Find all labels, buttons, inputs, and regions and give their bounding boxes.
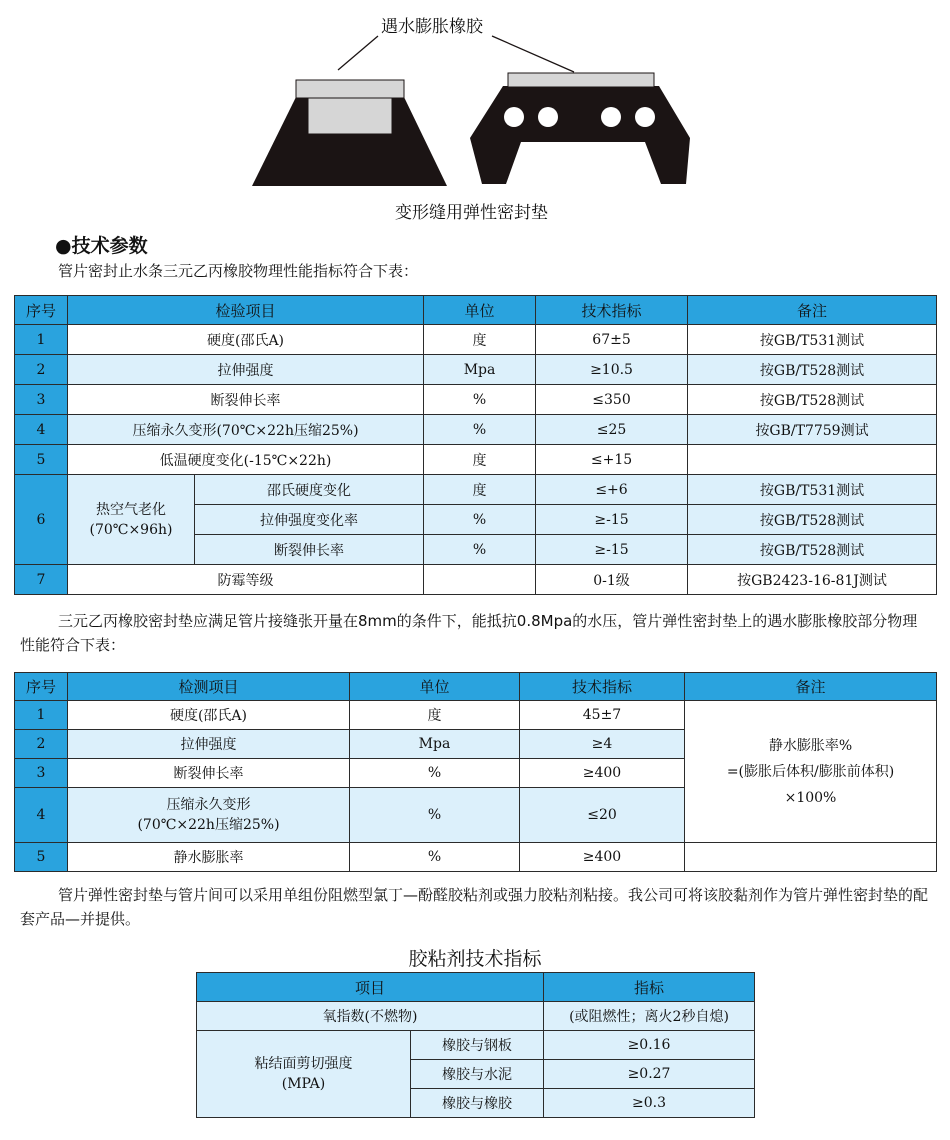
header-item: 项目 [197, 973, 544, 1002]
row-item: 低温硬度变化(-15℃×22h) [68, 445, 424, 475]
table-header-row [197, 973, 755, 1002]
right-swelling-strip [508, 73, 654, 87]
row-unit [424, 565, 536, 595]
row-item: 氧指数(不燃物) [197, 1002, 544, 1031]
table-header-row [15, 673, 937, 701]
hole [504, 107, 524, 127]
row-sub: 橡胶与水泥 [411, 1060, 544, 1089]
header-spec: 技术指标 [520, 673, 685, 701]
row-note: 按GB/T528测试 [688, 505, 937, 535]
header-spec: 技术指标 [536, 296, 688, 325]
left-swelling-strip [296, 80, 404, 98]
row-note: 按GB/T7759测试 [688, 415, 937, 445]
adhesive-table-title: 胶粘剂技术指标 [408, 948, 542, 970]
table-header-row [15, 296, 937, 325]
note-cell [685, 701, 937, 843]
row-no: 4 [15, 788, 68, 843]
hole [588, 145, 608, 165]
group-label-line2: (70℃×96h) [89, 521, 173, 538]
row-unit: 度 [424, 445, 536, 475]
figure-bottom-label: 变形缝用弹性密封垫 [395, 203, 548, 223]
hole [553, 145, 573, 165]
row-note: 按GB/T528测试 [688, 385, 937, 415]
swelling-rubber-table [14, 672, 937, 872]
row-unit: 度 [350, 701, 520, 730]
section-title: 技术参数 [71, 235, 148, 257]
row-spec: ≤+15 [536, 445, 688, 475]
table-row [15, 843, 937, 872]
row-unit: Mpa [424, 355, 536, 385]
table-row [15, 445, 937, 475]
row-item-line1: 压缩永久变形 [166, 797, 251, 813]
row-item-line2: (70℃×22h压缩25%) [137, 817, 280, 833]
header-item: 检测项目 [68, 673, 350, 701]
header-unit: 单位 [350, 673, 520, 701]
table-row [15, 475, 937, 505]
row-item: 压缩永久变形(70℃×22h压缩25%) [68, 415, 424, 445]
row-item: 断裂伸长率 [68, 759, 350, 788]
row-no: 1 [15, 325, 68, 355]
row-no: 2 [15, 355, 68, 385]
row-spec: ≥0.16 [544, 1031, 755, 1060]
seal-diagram [0, 0, 950, 190]
row-spec: ≥10.5 [536, 355, 688, 385]
row-note: 按GB/T528测试 [688, 535, 937, 565]
hole [635, 107, 655, 127]
row-note: 按GB/T531测试 [688, 325, 937, 355]
row-spec: 67±5 [536, 325, 688, 355]
row-note [688, 445, 937, 475]
epdm-properties-table [14, 295, 937, 595]
row-no: 3 [15, 759, 68, 788]
paragraph-3: 管片弹性密封垫与管片间可以采用单组份阻燃型氯丁—酚醛胶粘剂或强力胶粘剂粘接。我公司可将该胶黏剂作为管片弹性密封垫的配套产品—并提供。 [20, 886, 929, 928]
row-note: 按GB/T528测试 [688, 355, 937, 385]
group-label-line1: 粘结面剪切强度 [254, 1056, 353, 1072]
row-item: 断裂伸长率 [195, 535, 424, 565]
row-spec: ≥4 [520, 730, 685, 759]
row-item: 断裂伸长率 [68, 385, 424, 415]
row-unit: % [350, 843, 520, 872]
header-item: 检验项目 [68, 296, 424, 325]
row-no: 5 [15, 445, 68, 475]
row-note: 按GB/T531测试 [688, 475, 937, 505]
table-row [15, 565, 937, 595]
table-row [197, 1031, 755, 1060]
group-label-line2: (MPA) [281, 1076, 326, 1092]
right-seal-profile [470, 86, 690, 184]
paragraph-2: 三元乙丙橡胶密封垫应满足管片接缝张开量在8mm的条件下，能抵抗0.8Mpa的水压，管片弹性密封垫上的遇水膨胀橡胶部分物理性能符合下表： [20, 612, 918, 654]
group-label [197, 1031, 411, 1118]
row-note [685, 843, 937, 872]
note-line3: ×100% [784, 789, 837, 806]
row-spec: ≥400 [520, 843, 685, 872]
row-unit: % [350, 759, 520, 788]
row-spec: ≤+6 [536, 475, 688, 505]
row-no: 3 [15, 385, 68, 415]
group-label-line1: 热空气老化 [96, 501, 166, 518]
group-label [68, 475, 195, 565]
adhesive-table [196, 972, 755, 1118]
row-spec: ≥400 [520, 759, 685, 788]
intro-paragraph: 管片密封止水条三元乙丙橡胶物理性能指标符合下表： [58, 262, 419, 280]
header-no: 序号 [15, 673, 68, 701]
row-item: 硬度(邵氏A) [68, 325, 424, 355]
table-row [15, 325, 937, 355]
row-spec: ≤25 [536, 415, 688, 445]
row-spec: ≥0.3 [544, 1089, 755, 1118]
row-no: 1 [15, 701, 68, 730]
header-note: 备注 [685, 673, 937, 701]
note-line1: 静水膨胀率% [768, 737, 853, 754]
row-item: 拉伸强度变化率 [195, 505, 424, 535]
hole [538, 107, 558, 127]
leader-line-right [492, 36, 574, 72]
table-row [197, 1002, 755, 1031]
row-no: 4 [15, 415, 68, 445]
row-unit: 度 [424, 475, 536, 505]
row-unit: 度 [424, 325, 536, 355]
row-spec: ≥0.27 [544, 1060, 755, 1089]
row-item: 硬度(邵氏A) [68, 701, 350, 730]
row-note: 按GB2423-16-81J测试 [688, 565, 937, 595]
header-spec: 指标 [544, 973, 755, 1002]
row-unit: % [424, 385, 536, 415]
table-row [15, 701, 937, 730]
row-item: 邵氏硬度变化 [195, 475, 424, 505]
row-spec: ≤20 [520, 788, 685, 843]
row-spec: ≥-15 [536, 505, 688, 535]
row-unit: Mpa [350, 730, 520, 759]
row-sub: 橡胶与钢板 [411, 1031, 544, 1060]
table-row [15, 415, 937, 445]
note-line2: =(膨胀后体积/膨胀前体积) [726, 763, 895, 780]
row-item: 拉伸强度 [68, 730, 350, 759]
row-unit: % [424, 505, 536, 535]
header-unit: 单位 [424, 296, 536, 325]
row-item: 拉伸强度 [68, 355, 424, 385]
figure-top-label: 遇水膨胀橡胶 [381, 17, 483, 37]
row-spec: 45±7 [520, 701, 685, 730]
header-note: 备注 [688, 296, 937, 325]
hole [601, 107, 621, 127]
row-no: 7 [15, 565, 68, 595]
row-unit: % [424, 415, 536, 445]
row-spec: ≥-15 [536, 535, 688, 565]
row-item [68, 788, 350, 843]
row-item: 静水膨胀率 [68, 843, 350, 872]
table-row [15, 355, 937, 385]
leader-line-left [338, 36, 378, 70]
row-no: 6 [15, 475, 68, 565]
row-no: 2 [15, 730, 68, 759]
row-unit: % [350, 788, 520, 843]
section-heading [55, 231, 148, 258]
row-item: 防霉等级 [68, 565, 424, 595]
header-no: 序号 [15, 296, 68, 325]
row-unit: % [424, 535, 536, 565]
left-inner-strip [308, 98, 392, 134]
row-spec: (或阻燃性；离火2秒自熄) [544, 1002, 755, 1031]
row-no: 5 [15, 843, 68, 872]
bullet-icon: ● [55, 235, 72, 257]
row-sub: 橡胶与橡胶 [411, 1089, 544, 1118]
row-spec: 0-1级 [536, 565, 688, 595]
row-spec: ≤350 [536, 385, 688, 415]
table-row [15, 385, 937, 415]
